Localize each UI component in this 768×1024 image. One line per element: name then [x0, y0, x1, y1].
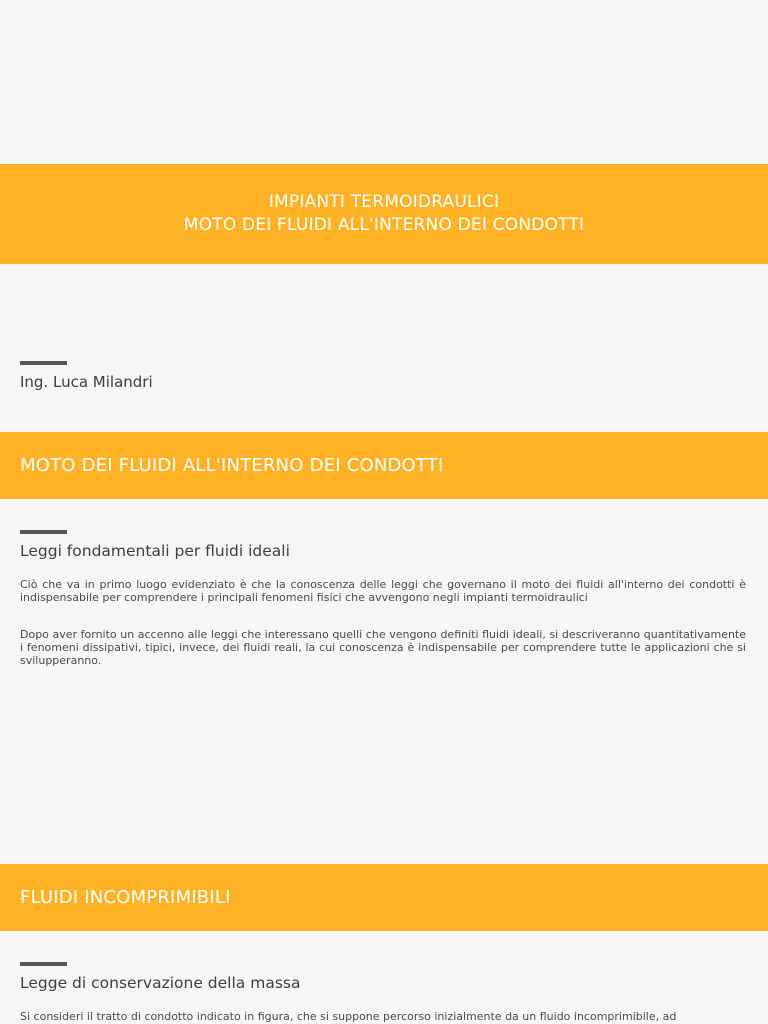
cover-title-line2: MOTO DEI FLUIDI ALL'INTERNO DEI CONDOTTI — [183, 215, 585, 235]
subheading-leggi-fondamentali: Leggi fondamentali per fluidi ideali — [20, 542, 290, 560]
paragraph: Si consideri il tratto di condotto indicato in figura, che si suppone percorso inizialmente da un fluido incomprimibile, ad — [20, 1010, 677, 1023]
section-heading-moto-fluidi — [0, 432, 768, 499]
paragraph: Ciò che va in primo luogo evidenziato è che la conoscenza delle leggi che governano il moto dei fluidi all'interno dei condotti è indispensabile per comprendere i principali fenomeni fisici che avvengono negli impianti termoidraulici — [20, 578, 746, 604]
author-divider — [20, 361, 67, 365]
author-name: Ing. Luca Milandri — [20, 373, 153, 391]
subheading-conservazione-massa: Legge di conservazione della massa — [20, 974, 301, 992]
paragraph: Dopo aver fornito un accenno alle leggi che interessano quelli che vengono definiti fluidi ideali, si descriveranno quantitativamente i fenomeni dissipativi, tipici, invece, dei fluidi reali, la cui conoscenza è indispensabile per comprendere tutte le applicazioni che si svilupperanno. — [20, 628, 746, 667]
subheading-divider — [20, 962, 67, 966]
cover-title-band — [0, 164, 768, 264]
section-heading-text: MOTO DEI FLUIDI ALL'INTERNO DEI CONDOTTI — [20, 455, 444, 476]
section-heading-fluidi-incomprimibili — [0, 864, 768, 931]
cover-title-line1: IMPIANTI TERMOIDRAULICI — [268, 192, 500, 212]
subheading-divider — [20, 530, 67, 534]
section-heading-text: FLUIDI INCOMPRIMIBILI — [20, 887, 231, 908]
